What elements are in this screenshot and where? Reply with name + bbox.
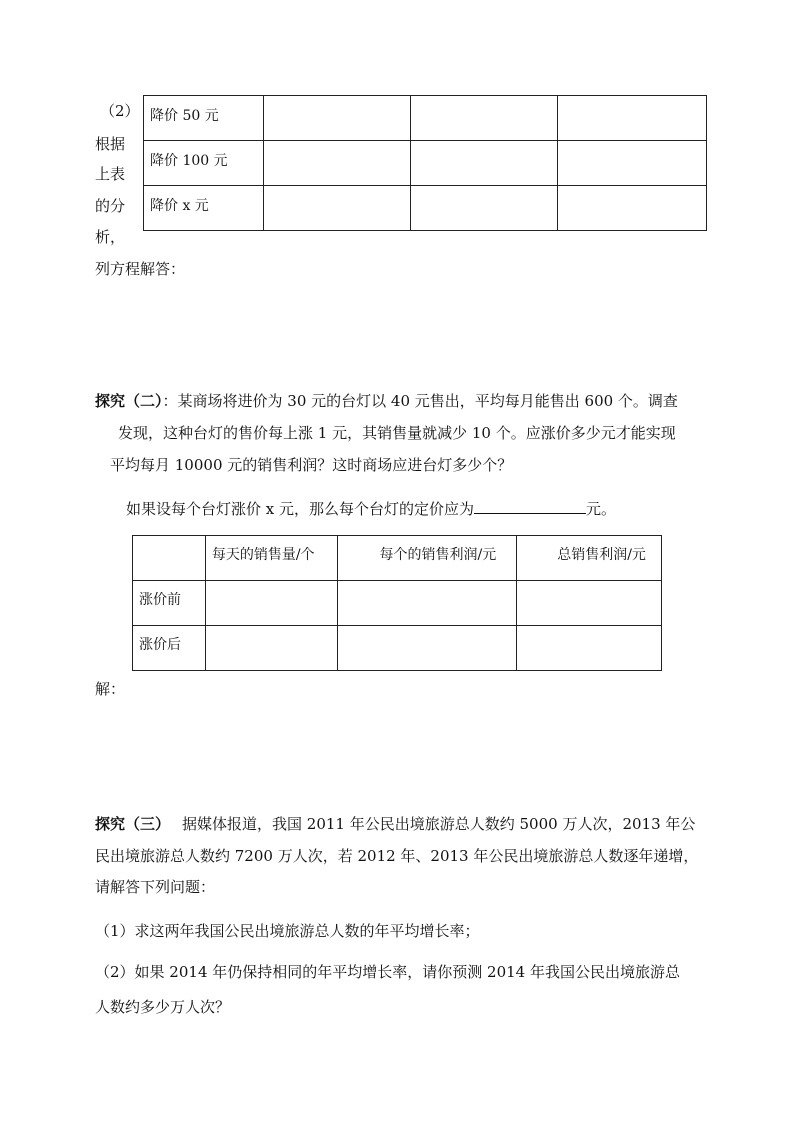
- explore3-q1: （1）求这两年我国公民出境旅游总人数的年平均增长率；: [95, 922, 480, 940]
- explore2-line3: 平均每月 10000 元的销售利润？这时商场应进台灯多少个？: [110, 456, 513, 474]
- price-blank[interactable]: [474, 497, 586, 514]
- empty-cell[interactable]: [410, 96, 558, 141]
- header-cell: 每个的销售利润/元: [337, 536, 517, 581]
- row-label-cell: 降价 100 元: [144, 141, 264, 186]
- empty-cell[interactable]: [263, 186, 410, 231]
- explore2-line1: [95, 390, 678, 411]
- table-row: [144, 186, 707, 231]
- table-row: [144, 96, 707, 141]
- q2-side-2: 根据: [95, 135, 126, 153]
- explore2-text1: ：某商场将进价为 30 元的台灯以 40 元售出，平均每月能售出 600 个。调查: [162, 392, 678, 410]
- header-cell: 总销售利润/元: [517, 536, 662, 581]
- empty-cell[interactable]: [558, 141, 707, 186]
- explore2-title: 探究（二）: [95, 392, 163, 410]
- q2-side-1: （2）: [100, 102, 140, 120]
- empty-cell[interactable]: [337, 626, 517, 671]
- table-row: [133, 581, 662, 626]
- q2-side-4: 的分: [95, 197, 126, 215]
- price-increase-table: [132, 535, 662, 671]
- explore3-line2: 民出境旅游总人数约 7200 万人次，若 2012 年、2013 年公民出境旅游总人数逐年递增，: [95, 847, 699, 865]
- header-cell: [133, 536, 206, 581]
- empty-cell[interactable]: [517, 581, 662, 626]
- row-label-cell: 降价 x 元: [144, 186, 264, 231]
- empty-cell[interactable]: [263, 141, 410, 186]
- explore3-q2-line1: （2）如果 2014 年仍保持相同的年平均增长率，请你预测 2014 年我国公民出境旅游总: [95, 963, 680, 981]
- empty-cell[interactable]: [410, 186, 558, 231]
- table-header-row: [133, 536, 662, 581]
- row-label-cell: 降价 50 元: [144, 96, 264, 141]
- empty-cell[interactable]: [558, 96, 707, 141]
- header-cell: 每天的销售量/个: [205, 536, 337, 581]
- q2-answer-label: 列方程解答：: [95, 260, 186, 278]
- table-row: [144, 141, 707, 186]
- price-reduction-table: [143, 95, 707, 231]
- row-label-cell: 涨价前: [133, 581, 206, 626]
- row-label-cell: 涨价后: [133, 626, 206, 671]
- table-row: [133, 626, 662, 671]
- explore3-line1: [95, 813, 695, 834]
- q2-side-3: 上表: [95, 165, 126, 183]
- empty-cell[interactable]: [263, 96, 410, 141]
- explore3-q2-line2: 人数约多少万人次？: [95, 998, 231, 1016]
- q2-side-5: 析，: [95, 228, 126, 246]
- empty-cell[interactable]: [205, 581, 337, 626]
- empty-cell[interactable]: [558, 186, 707, 231]
- explore2-line2: 发现，这种台灯的售价每上涨 1 元，其销售量就减少 10 个。应涨价多少元才能实现: [118, 424, 676, 442]
- explore3-text1: 据媒体报道，我国 2011 年公民出境旅游总人数约 5000 万人次，2013 年公: [182, 815, 696, 833]
- explore3-title: 探究（三）: [95, 815, 171, 833]
- empty-cell[interactable]: [337, 581, 517, 626]
- explore2-fill-line: 如果设每个台灯涨价 x 元，那么每个台灯的定价应为 元。: [126, 497, 616, 519]
- explore2-solution-label: 解：: [95, 680, 126, 698]
- explore3-line3: 请解答下列问题：: [95, 878, 216, 896]
- empty-cell[interactable]: [410, 141, 558, 186]
- empty-cell[interactable]: [517, 626, 662, 671]
- empty-cell[interactable]: [205, 626, 337, 671]
